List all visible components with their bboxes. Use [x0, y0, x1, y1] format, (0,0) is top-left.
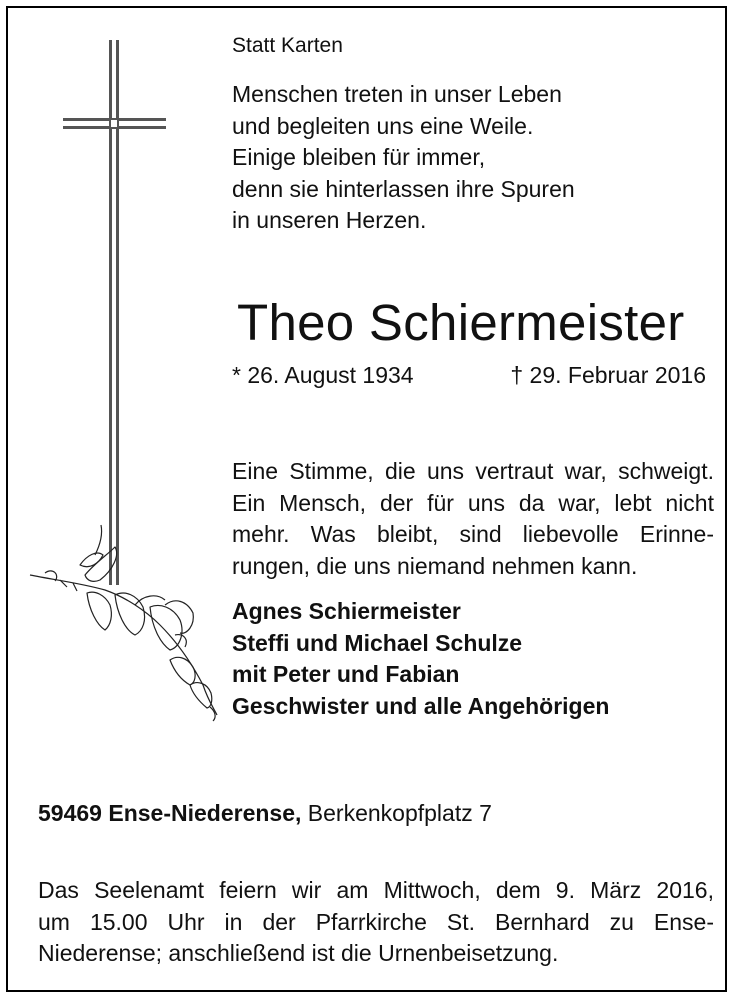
mourner: Geschwister und alle Angehörigen — [232, 692, 610, 719]
quote-line: Eine Stimme, die uns vertraut war, schweigt. — [232, 458, 714, 484]
intro-text: Statt Karten — [232, 34, 343, 57]
service-info — [38, 875, 714, 970]
service-line: Das Seelenamt feiern wir am Mittwoch, dem 9. März 2016, — [38, 877, 714, 903]
death-date: † 29. Februar 2016 — [510, 362, 706, 388]
poem-line: und begleiten uns eine Weile. — [232, 112, 534, 139]
address — [38, 800, 492, 827]
poem — [232, 79, 575, 237]
mourner: Agnes Schiermeister — [232, 598, 461, 624]
address-place: 59469 Ense-Niederense, — [38, 800, 302, 826]
mourners-list — [232, 596, 609, 722]
poem-line: in unseren Herzen. — [232, 207, 427, 233]
mourner: Steffi und Michael Schulze — [232, 629, 523, 656]
rose-icon — [30, 525, 217, 721]
address-street: Berkenkopfplatz 7 — [307, 800, 492, 826]
service-line: um 15.00 Uhr in der Pfarrkirche St. Bernhard zu Ense- — [38, 908, 714, 935]
poem-line: denn sie hinterlassen ihre Spuren — [232, 175, 575, 202]
quote — [232, 456, 714, 582]
poem-line: Menschen treten in unser Leben — [232, 81, 562, 107]
quote-line: rungen, die uns niemand nehmen kann. — [232, 552, 638, 579]
mourner: mit Peter und Fabian — [232, 661, 460, 687]
birth-date: * 26. August 1934 — [232, 362, 414, 388]
cross-rose-illustration — [25, 35, 225, 725]
quote-line: mehr. Was bleibt, sind liebevolle Erinne- — [232, 521, 714, 547]
quote-line: Ein Mensch, der für uns da war, lebt nicht — [232, 489, 714, 516]
poem-line: Einige bleiben für immer, — [232, 144, 486, 170]
deceased-name: Theo Schiermeister — [237, 294, 685, 351]
cross-icon — [63, 40, 166, 585]
service-line: Niederense; anschließend ist die Urnenbeisetzung. — [38, 940, 559, 966]
